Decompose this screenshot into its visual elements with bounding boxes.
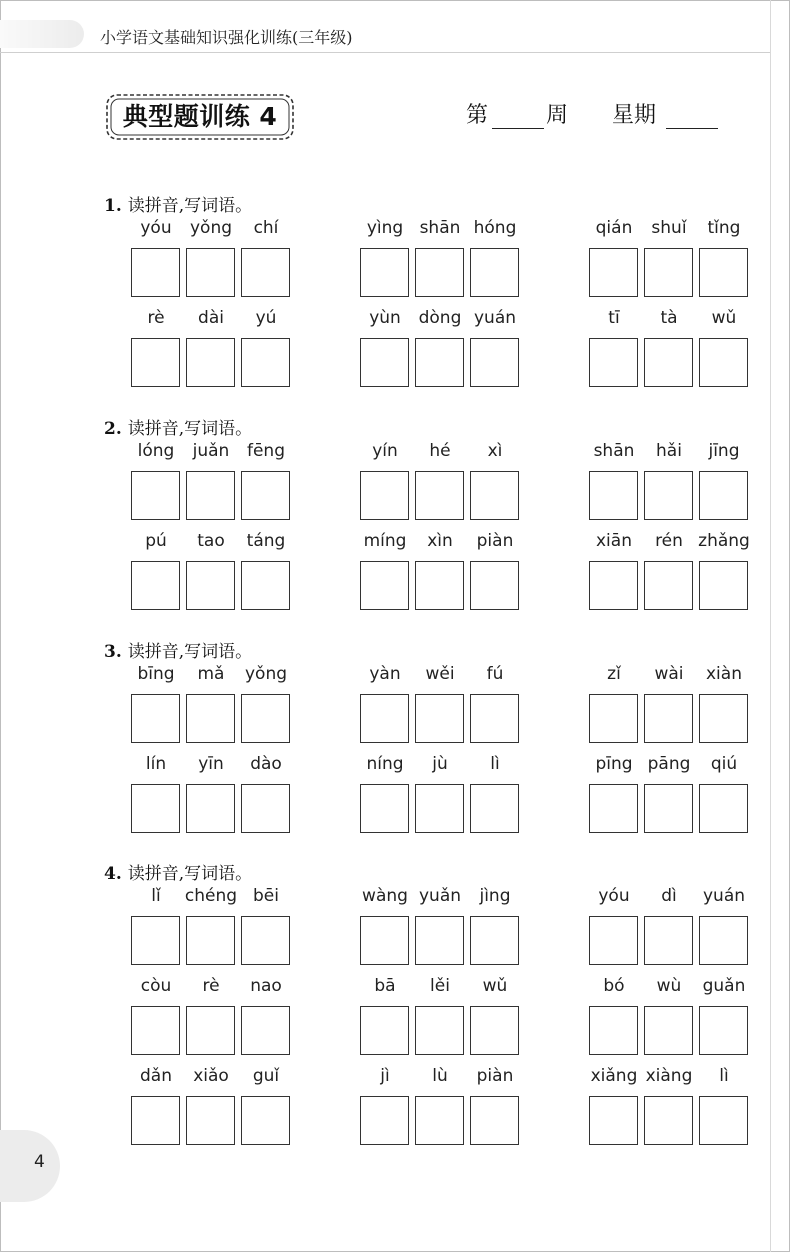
- pinyin-syllable: fú: [486, 664, 504, 684]
- pinyin-syllable: zhǎng: [698, 531, 750, 551]
- character-write-box[interactable]: [360, 1006, 409, 1055]
- character-write-box[interactable]: [360, 338, 409, 387]
- character-write-box[interactable]: [186, 561, 235, 610]
- pinyin-syllable: bīng: [137, 664, 175, 684]
- pinyin-syllable: yǒng: [244, 664, 288, 684]
- pinyin-syllable: juǎn: [192, 441, 230, 461]
- header-rule: [0, 52, 770, 53]
- pinyin-syllable: jì: [380, 1066, 390, 1086]
- character-write-box[interactable]: [360, 561, 409, 610]
- pinyin-syllable: dǎn: [140, 1066, 172, 1086]
- character-write-box[interactable]: [241, 471, 290, 520]
- week-blank[interactable]: [492, 128, 544, 129]
- character-write-box[interactable]: [470, 338, 519, 387]
- character-write-box[interactable]: [186, 916, 235, 965]
- pinyin-syllable: pāng: [647, 754, 691, 774]
- pinyin-syllable: lěi: [430, 976, 450, 996]
- pinyin-syllable: wù: [656, 976, 682, 996]
- zhou-label: 周: [546, 103, 569, 128]
- pinyin-syllable: yóu: [598, 886, 630, 906]
- character-write-box[interactable]: [241, 561, 290, 610]
- character-write-box[interactable]: [415, 1006, 464, 1055]
- pinyin-syllable: rè: [202, 976, 220, 996]
- character-write-box[interactable]: [699, 916, 748, 965]
- character-write-box[interactable]: [415, 1096, 464, 1145]
- pinyin-syllable: bēi: [253, 886, 279, 906]
- pinyin-syllable: yīn: [198, 754, 224, 774]
- pinyin-syllable: tǐng: [707, 218, 741, 238]
- pinyin-syllable: pīng: [595, 754, 633, 774]
- character-write-box[interactable]: [470, 561, 519, 610]
- character-write-box[interactable]: [360, 1096, 409, 1145]
- question-number: 2.: [104, 419, 122, 439]
- character-write-box[interactable]: [470, 248, 519, 297]
- pinyin-syllable: xiǎng: [590, 1066, 638, 1086]
- character-write-box[interactable]: [470, 1006, 519, 1055]
- character-write-box[interactable]: [589, 338, 638, 387]
- question-instruction: 读拼音,写词语。: [127, 419, 253, 439]
- pinyin-syllable: rén: [655, 531, 683, 551]
- pinyin-syllable: hǎi: [656, 441, 682, 461]
- question-3-heading: [104, 637, 252, 662]
- character-write-box[interactable]: [360, 471, 409, 520]
- pinyin-syllable: lín: [145, 754, 167, 774]
- character-write-box[interactable]: [415, 338, 464, 387]
- pinyin-syllable: hé: [429, 441, 451, 461]
- character-write-box[interactable]: [131, 1006, 180, 1055]
- pinyin-syllable: yìng: [366, 218, 404, 238]
- character-write-box[interactable]: [186, 1006, 235, 1055]
- character-write-box[interactable]: [470, 1096, 519, 1145]
- page-edge-rule: [770, 0, 771, 1252]
- pinyin-syllable: yuán: [473, 308, 517, 328]
- character-write-box[interactable]: [241, 916, 290, 965]
- pinyin-syllable: yóu: [140, 218, 172, 238]
- character-write-box[interactable]: [415, 784, 464, 833]
- pinyin-syllable: piàn: [476, 1066, 514, 1086]
- character-write-box[interactable]: [699, 471, 748, 520]
- pinyin-syllable: nao: [250, 976, 282, 996]
- pinyin-syllable: yuǎn: [418, 886, 462, 906]
- pinyin-syllable: pú: [145, 531, 167, 551]
- character-write-box[interactable]: [131, 471, 180, 520]
- character-write-box[interactable]: [241, 248, 290, 297]
- character-write-box[interactable]: [589, 561, 638, 610]
- pinyin-syllable: shān: [593, 441, 635, 461]
- pinyin-syllable: qiú: [710, 754, 738, 774]
- character-write-box[interactable]: [470, 694, 519, 743]
- character-write-box[interactable]: [360, 784, 409, 833]
- pinyin-syllable: lóng: [137, 441, 175, 461]
- pinyin-syllable: tī: [608, 308, 620, 328]
- pinyin-syllable: yàn: [369, 664, 401, 684]
- character-write-box[interactable]: [241, 1096, 290, 1145]
- pinyin-syllable: hóng: [473, 218, 517, 238]
- character-write-box[interactable]: [415, 561, 464, 610]
- pinyin-syllable: còu: [140, 976, 172, 996]
- pinyin-syllable: jù: [432, 754, 448, 774]
- pinyin-syllable: chéng: [184, 886, 238, 906]
- character-write-box[interactable]: [415, 694, 464, 743]
- character-write-box[interactable]: [360, 694, 409, 743]
- pinyin-syllable: tao: [197, 531, 225, 551]
- character-write-box[interactable]: [131, 916, 180, 965]
- pinyin-syllable: níng: [366, 754, 404, 774]
- pinyin-syllable: dòng: [418, 308, 462, 328]
- pinyin-syllable: lù: [432, 1066, 448, 1086]
- character-write-box[interactable]: [186, 694, 235, 743]
- pinyin-syllable: zǐ: [607, 664, 621, 684]
- pinyin-syllable: dài: [198, 308, 224, 328]
- character-write-box[interactable]: [589, 1096, 638, 1145]
- question-2-heading: [104, 414, 252, 439]
- question-instruction: 读拼音,写词语。: [127, 864, 253, 884]
- character-write-box[interactable]: [699, 1096, 748, 1145]
- character-write-box[interactable]: [131, 561, 180, 610]
- character-write-box[interactable]: [589, 248, 638, 297]
- pinyin-syllable: yín: [372, 441, 398, 461]
- pinyin-syllable: yùn: [369, 308, 401, 328]
- character-write-box[interactable]: [470, 916, 519, 965]
- character-write-box[interactable]: [186, 1096, 235, 1145]
- character-write-box[interactable]: [589, 1006, 638, 1055]
- character-write-box[interactable]: [241, 694, 290, 743]
- character-write-box[interactable]: [186, 784, 235, 833]
- question-number: 4.: [104, 864, 122, 884]
- running-header: [0, 8, 790, 54]
- pinyin-syllable: wǔ: [711, 308, 737, 328]
- pinyin-syllable: xì: [487, 441, 503, 461]
- pinyin-syllable: xiàn: [706, 664, 742, 684]
- character-write-box[interactable]: [131, 338, 180, 387]
- section-title: 典型题训练 4: [122, 102, 278, 131]
- di-label: 第: [466, 103, 489, 128]
- pinyin-syllable: dì: [661, 886, 677, 906]
- character-write-box[interactable]: [589, 694, 638, 743]
- character-write-box[interactable]: [131, 784, 180, 833]
- character-write-box[interactable]: [415, 916, 464, 965]
- pinyin-syllable: jìng: [479, 886, 511, 906]
- character-write-box[interactable]: [699, 1006, 748, 1055]
- pinyin-syllable: chí: [253, 218, 279, 238]
- character-write-box[interactable]: [589, 471, 638, 520]
- pinyin-syllable: dào: [250, 754, 282, 774]
- character-write-box[interactable]: [699, 561, 748, 610]
- character-write-box[interactable]: [644, 561, 693, 610]
- character-write-box[interactable]: [644, 1096, 693, 1145]
- question-instruction: 读拼音,写词语。: [127, 642, 253, 662]
- pinyin-syllable: shān: [419, 218, 461, 238]
- character-write-box[interactable]: [644, 784, 693, 833]
- section-title-frame: [104, 92, 296, 142]
- character-write-box[interactable]: [241, 1006, 290, 1055]
- pinyin-syllable: lì: [719, 1066, 729, 1086]
- character-write-box[interactable]: [699, 694, 748, 743]
- pinyin-syllable: piàn: [476, 531, 514, 551]
- character-write-box[interactable]: [360, 248, 409, 297]
- pinyin-syllable: wǔ: [482, 976, 508, 996]
- pinyin-syllable: lì: [490, 754, 500, 774]
- pinyin-syllable: jīng: [708, 441, 740, 461]
- xingqi-label: 星期: [612, 103, 657, 128]
- character-write-box[interactable]: [589, 784, 638, 833]
- pinyin-syllable: guǎn: [702, 976, 746, 996]
- pinyin-syllable: qián: [595, 218, 633, 238]
- character-write-box[interactable]: [644, 338, 693, 387]
- pinyin-syllable: táng: [246, 531, 286, 551]
- pinyin-syllable: yú: [255, 308, 277, 328]
- character-write-box[interactable]: [415, 248, 464, 297]
- character-write-box[interactable]: [186, 471, 235, 520]
- pinyin-syllable: bó: [603, 976, 625, 996]
- pinyin-syllable: xiān: [596, 531, 632, 551]
- pinyin-syllable: míng: [363, 531, 407, 551]
- character-write-box[interactable]: [360, 916, 409, 965]
- character-write-box[interactable]: [470, 471, 519, 520]
- question-number: 1.: [104, 196, 122, 216]
- character-write-box[interactable]: [415, 471, 464, 520]
- character-write-box[interactable]: [470, 784, 519, 833]
- pinyin-syllable: guǐ: [252, 1066, 280, 1086]
- book-title: 小学语文基础知识强化训练(三年级): [100, 28, 353, 47]
- question-1-heading: [104, 191, 252, 216]
- character-write-box[interactable]: [186, 338, 235, 387]
- header-tab-decoration: [0, 20, 84, 48]
- character-write-box[interactable]: [644, 916, 693, 965]
- character-write-box[interactable]: [589, 916, 638, 965]
- pinyin-syllable: wěi: [425, 664, 455, 684]
- weekday-blank[interactable]: [666, 128, 718, 129]
- character-write-box[interactable]: [131, 1096, 180, 1145]
- character-write-box[interactable]: [644, 1006, 693, 1055]
- pinyin-syllable: xiàng: [645, 1066, 693, 1086]
- pinyin-syllable: wàng: [362, 886, 408, 906]
- character-write-box[interactable]: [699, 248, 748, 297]
- character-write-box[interactable]: [241, 784, 290, 833]
- pinyin-syllable: shuǐ: [651, 218, 687, 238]
- pinyin-syllable: yuán: [702, 886, 746, 906]
- question-instruction: 读拼音,写词语。: [127, 196, 253, 216]
- question-number: 3.: [104, 642, 122, 662]
- pinyin-syllable: fēng: [246, 441, 285, 461]
- character-write-box[interactable]: [644, 694, 693, 743]
- character-write-box[interactable]: [644, 248, 693, 297]
- character-write-box[interactable]: [699, 784, 748, 833]
- pinyin-syllable: rè: [147, 308, 165, 328]
- character-write-box[interactable]: [699, 338, 748, 387]
- character-write-box[interactable]: [131, 694, 180, 743]
- pinyin-syllable: xìn: [427, 531, 453, 551]
- pinyin-syllable: bā: [374, 976, 396, 996]
- pinyin-syllable: mǎ: [197, 664, 225, 684]
- pinyin-syllable: yǒng: [189, 218, 233, 238]
- character-write-box[interactable]: [241, 338, 290, 387]
- character-write-box[interactable]: [186, 248, 235, 297]
- character-write-box[interactable]: [644, 471, 693, 520]
- pinyin-syllable: xiǎo: [193, 1066, 229, 1086]
- question-4-heading: [104, 859, 252, 884]
- pinyin-syllable: wài: [654, 664, 684, 684]
- character-write-box[interactable]: [131, 248, 180, 297]
- page-number: 4: [34, 1152, 45, 1172]
- pinyin-syllable: lǐ: [151, 886, 161, 906]
- pinyin-syllable: tà: [660, 308, 678, 328]
